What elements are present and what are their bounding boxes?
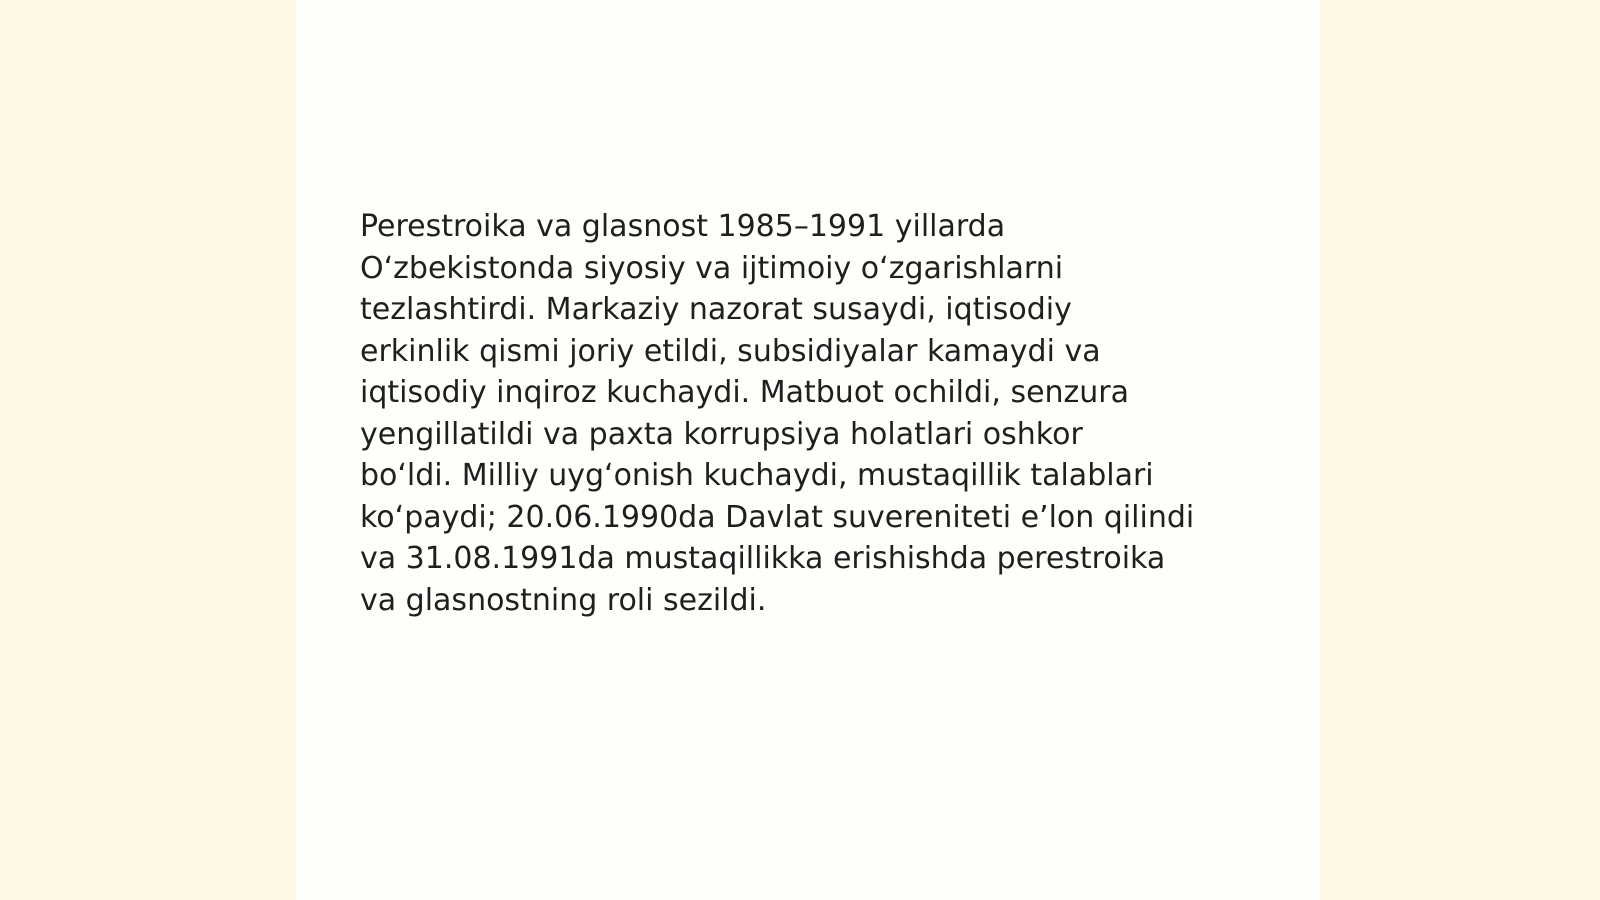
- document-sheet: [296, 0, 1320, 900]
- body-paragraph: Perestroika va glasnost 1985–1991 yillarda O‘zbekistonda siyosiy va ijtimoiy o‘zgarishlarni tezlashtirdi. Markaziy nazorat susaydi, iqtisodiy erkinlik qismi joriy etildi, subsidiyalar kamaydi va iqtisodiy inqiroz kuchaydi. Matbuot ochildi, senzura yengillatildi va paxta korrupsiya holatlari oshkor bo‘ldi. Milliy uyg‘onish kuchaydi, mustaqillik talablari ko‘paydi; 20.06.1990da Davlat suvereniteti e’lon qilindi va 31.08.1991da mustaqillikka erishishda perestroika va glasnostning roli sezildi.: [360, 209, 1195, 618]
